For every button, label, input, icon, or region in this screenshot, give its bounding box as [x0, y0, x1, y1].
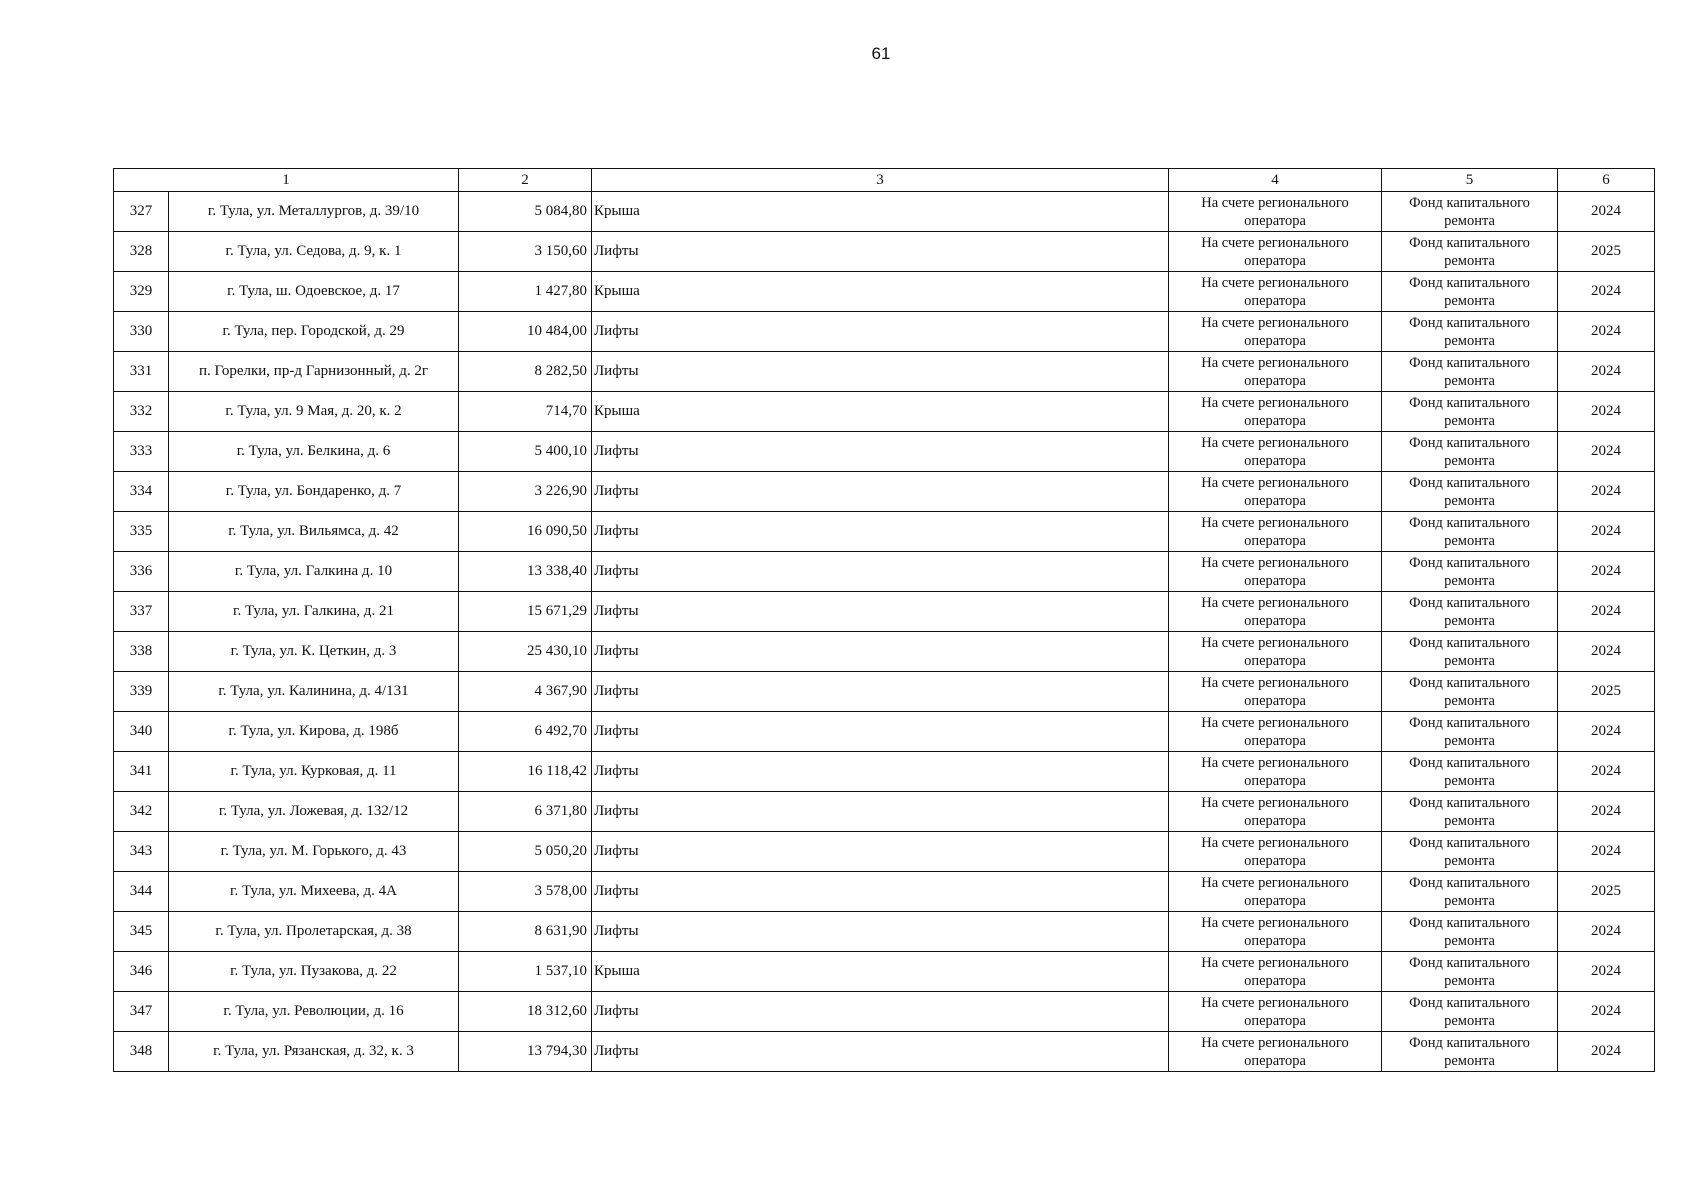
account-method-line-1: На счете регионального [1201, 954, 1349, 971]
account-method [1169, 592, 1382, 632]
account-method-line-2: оператора [1244, 452, 1306, 469]
account-method-line-2: оператора [1244, 732, 1306, 749]
house-area: 15 671,29 [459, 592, 592, 632]
row-number: 342 [114, 792, 169, 832]
table-row [114, 272, 1655, 312]
account-method-line-1: На счете регионального [1201, 834, 1349, 851]
planned-year: 2024 [1558, 352, 1655, 392]
house-address: г. Тула, ул. Революции, д. 16 [169, 992, 459, 1032]
funding-source-line-2: ремонта [1444, 372, 1495, 389]
row-number: 331 [114, 352, 169, 392]
house-area: 5 050,20 [459, 832, 592, 872]
planned-year: 2024 [1558, 392, 1655, 432]
account-method-line-2: оператора [1244, 492, 1306, 509]
account-method [1169, 272, 1382, 312]
funding-source [1382, 272, 1558, 312]
row-number: 344 [114, 872, 169, 912]
house-area: 13 338,40 [459, 552, 592, 592]
house-address: г. Тула, ул. Галкина д. 10 [169, 552, 459, 592]
house-address: г. Тула, ул. Вильямса, д. 42 [169, 512, 459, 552]
table-row [114, 192, 1655, 232]
house-address: г. Тула, пер. Городской, д. 29 [169, 312, 459, 352]
funding-source [1382, 192, 1558, 232]
work-type: Лифты [592, 752, 1169, 792]
house-area: 8 631,90 [459, 912, 592, 952]
table-row [114, 672, 1655, 712]
planned-year: 2025 [1558, 872, 1655, 912]
row-number: 335 [114, 512, 169, 552]
house-area: 714,70 [459, 392, 592, 432]
table-row [114, 632, 1655, 672]
planned-year: 2024 [1558, 1032, 1655, 1072]
column-header-6: 6 [1558, 169, 1655, 192]
account-method-line-2: оператора [1244, 372, 1306, 389]
funding-source [1382, 232, 1558, 272]
funding-source [1382, 832, 1558, 872]
funding-source [1382, 352, 1558, 392]
account-method [1169, 712, 1382, 752]
work-type: Лифты [592, 792, 1169, 832]
funding-source [1382, 512, 1558, 552]
planned-year: 2024 [1558, 472, 1655, 512]
work-type: Лифты [592, 312, 1169, 352]
funding-source-line-1: Фонд капитального [1409, 474, 1530, 491]
funding-source-line-2: ремонта [1444, 852, 1495, 869]
table-row [114, 512, 1655, 552]
funding-source-line-2: ремонта [1444, 412, 1495, 429]
account-method-line-1: На счете регионального [1201, 434, 1349, 451]
account-method-line-1: На счете регионального [1201, 514, 1349, 531]
planned-year: 2024 [1558, 752, 1655, 792]
row-number: 328 [114, 232, 169, 272]
page-number: 61 [871, 44, 891, 63]
funding-source-line-2: ремонта [1444, 572, 1495, 589]
house-address: г. Тула, ул. Пролетарская, д. 38 [169, 912, 459, 952]
house-area: 3 578,00 [459, 872, 592, 912]
table-row [114, 552, 1655, 592]
house-area: 10 484,00 [459, 312, 592, 352]
planned-year: 2024 [1558, 952, 1655, 992]
funding-source [1382, 432, 1558, 472]
account-method-line-1: На счете регионального [1201, 554, 1349, 571]
house-address: г. Тула, ул. М. Горького, д. 43 [169, 832, 459, 872]
account-method-line-1: На счете регионального [1201, 314, 1349, 331]
house-area: 1 537,10 [459, 952, 592, 992]
house-area: 5 400,10 [459, 432, 592, 472]
account-method-line-2: оператора [1244, 1052, 1306, 1069]
table-row [114, 992, 1655, 1032]
account-method-line-1: На счете регионального [1201, 354, 1349, 371]
work-type: Лифты [592, 632, 1169, 672]
row-number: 330 [114, 312, 169, 352]
funding-source [1382, 472, 1558, 512]
account-method [1169, 752, 1382, 792]
funding-source [1382, 312, 1558, 352]
table-row [114, 1032, 1655, 1072]
planned-year: 2024 [1558, 432, 1655, 472]
house-area: 5 084,80 [459, 192, 592, 232]
funding-source-line-2: ремонта [1444, 212, 1495, 229]
funding-source-line-1: Фонд капитального [1409, 914, 1530, 931]
funding-source-line-2: ремонта [1444, 332, 1495, 349]
account-method [1169, 672, 1382, 712]
account-method-line-1: На счете регионального [1201, 394, 1349, 411]
funding-source-line-1: Фонд капитального [1409, 874, 1530, 891]
account-method-line-2: оператора [1244, 612, 1306, 629]
house-area: 1 427,80 [459, 272, 592, 312]
funding-source-line-2: ремонта [1444, 1012, 1495, 1029]
house-address: г. Тула, ул. Михеева, д. 4А [169, 872, 459, 912]
account-method [1169, 392, 1382, 432]
account-method-line-1: На счете регионального [1201, 994, 1349, 1011]
funding-source-line-1: Фонд капитального [1409, 274, 1530, 291]
account-method-line-2: оператора [1244, 812, 1306, 829]
account-method-line-1: На счете регионального [1201, 874, 1349, 891]
row-number: 337 [114, 592, 169, 632]
account-method [1169, 352, 1382, 392]
table-row [114, 432, 1655, 472]
table-row [114, 912, 1655, 952]
house-address: г. Тула, ул. Галкина, д. 21 [169, 592, 459, 632]
account-method [1169, 1032, 1382, 1072]
house-address: г. Тула, ул. Кирова, д. 198б [169, 712, 459, 752]
account-method [1169, 472, 1382, 512]
table-row [114, 352, 1655, 392]
house-address: г. Тула, ул. Рязанская, д. 32, к. 3 [169, 1032, 459, 1072]
account-method-line-2: оператора [1244, 532, 1306, 549]
row-number: 341 [114, 752, 169, 792]
house-address: г. Тула, ул. 9 Мая, д. 20, к. 2 [169, 392, 459, 432]
funding-source-line-2: ремонта [1444, 292, 1495, 309]
house-address: г. Тула, ул. К. Цеткин, д. 3 [169, 632, 459, 672]
funding-source-line-1: Фонд капитального [1409, 594, 1530, 611]
house-area: 3 226,90 [459, 472, 592, 512]
work-type: Лифты [592, 552, 1169, 592]
table-row [114, 312, 1655, 352]
account-method-line-1: На счете регионального [1201, 234, 1349, 251]
row-number: 336 [114, 552, 169, 592]
row-number: 345 [114, 912, 169, 952]
planned-year: 2024 [1558, 512, 1655, 552]
funding-source-line-2: ремонта [1444, 612, 1495, 629]
row-number: 327 [114, 192, 169, 232]
row-number: 347 [114, 992, 169, 1032]
table-row [114, 792, 1655, 832]
account-method [1169, 912, 1382, 952]
row-number: 334 [114, 472, 169, 512]
work-type: Лифты [592, 472, 1169, 512]
table-row [114, 232, 1655, 272]
funding-source [1382, 632, 1558, 672]
funding-source-line-2: ремонта [1444, 692, 1495, 709]
funding-source-line-1: Фонд капитального [1409, 1034, 1530, 1051]
work-type: Лифты [592, 592, 1169, 632]
funding-source-line-1: Фонд капитального [1409, 834, 1530, 851]
house-area: 25 430,10 [459, 632, 592, 672]
work-type: Лифты [592, 832, 1169, 872]
account-method-line-1: На счете регионального [1201, 634, 1349, 651]
planned-year: 2024 [1558, 832, 1655, 872]
account-method-line-2: оператора [1244, 1012, 1306, 1029]
account-method-line-1: На счете регионального [1201, 754, 1349, 771]
house-address: г. Тула, ул. Курковая, д. 11 [169, 752, 459, 792]
account-method-line-2: оператора [1244, 212, 1306, 229]
row-number: 346 [114, 952, 169, 992]
funding-source-line-2: ремонта [1444, 892, 1495, 909]
account-method-line-2: оператора [1244, 772, 1306, 789]
row-number: 343 [114, 832, 169, 872]
account-method-line-2: оператора [1244, 572, 1306, 589]
table-row [114, 392, 1655, 432]
account-method [1169, 872, 1382, 912]
row-number: 332 [114, 392, 169, 432]
house-area: 3 150,60 [459, 232, 592, 272]
account-method [1169, 832, 1382, 872]
column-header-3: 3 [592, 169, 1169, 192]
work-type: Крыша [592, 272, 1169, 312]
funding-source-line-1: Фонд капитального [1409, 994, 1530, 1011]
account-method [1169, 992, 1382, 1032]
work-type: Крыша [592, 952, 1169, 992]
column-number-row [114, 169, 1655, 192]
account-method-line-2: оператора [1244, 932, 1306, 949]
funding-source-line-2: ремонта [1444, 532, 1495, 549]
account-method-line-1: На счете регионального [1201, 194, 1349, 211]
funding-source-line-1: Фонд капитального [1409, 234, 1530, 251]
funding-source-line-1: Фонд капитального [1409, 514, 1530, 531]
work-type: Лифты [592, 352, 1169, 392]
work-type: Лифты [592, 912, 1169, 952]
funding-source-line-2: ремонта [1444, 1052, 1495, 1069]
funding-source [1382, 592, 1558, 632]
funding-source-line-1: Фонд капитального [1409, 434, 1530, 451]
funding-source-line-2: ремонта [1444, 492, 1495, 509]
funding-source-line-1: Фонд капитального [1409, 954, 1530, 971]
funding-source [1382, 552, 1558, 592]
house-area: 13 794,30 [459, 1032, 592, 1072]
account-method-line-2: оператора [1244, 852, 1306, 869]
funding-source-line-1: Фонд капитального [1409, 554, 1530, 571]
account-method-line-2: оператора [1244, 972, 1306, 989]
table-row [114, 832, 1655, 872]
funding-source [1382, 792, 1558, 832]
planned-year: 2025 [1558, 672, 1655, 712]
account-method [1169, 232, 1382, 272]
funding-source [1382, 672, 1558, 712]
account-method [1169, 952, 1382, 992]
funding-source-line-2: ремонта [1444, 772, 1495, 789]
funding-source-line-1: Фонд капитального [1409, 634, 1530, 651]
planned-year: 2024 [1558, 192, 1655, 232]
house-area: 16 118,42 [459, 752, 592, 792]
account-method-line-2: оператора [1244, 332, 1306, 349]
funding-source [1382, 1032, 1558, 1072]
work-type: Лифты [592, 232, 1169, 272]
account-method [1169, 192, 1382, 232]
funding-source [1382, 752, 1558, 792]
house-address: г. Тула, ш. Одоевское, д. 17 [169, 272, 459, 312]
house-address: п. Горелки, пр-д Гарнизонный, д. 2г [169, 352, 459, 392]
planned-year: 2024 [1558, 992, 1655, 1032]
planned-year: 2024 [1558, 912, 1655, 952]
row-number: 338 [114, 632, 169, 672]
account-method-line-1: На счете регионального [1201, 914, 1349, 931]
work-type: Лифты [592, 992, 1169, 1032]
row-number: 348 [114, 1032, 169, 1072]
work-type: Крыша [592, 192, 1169, 232]
funding-source [1382, 712, 1558, 752]
funding-source-line-1: Фонд капитального [1409, 194, 1530, 211]
funding-source-line-1: Фонд капитального [1409, 394, 1530, 411]
account-method-line-2: оператора [1244, 892, 1306, 909]
planned-year: 2024 [1558, 312, 1655, 352]
account-method [1169, 432, 1382, 472]
funding-source-line-1: Фонд капитального [1409, 674, 1530, 691]
work-type: Лифты [592, 872, 1169, 912]
house-area: 8 282,50 [459, 352, 592, 392]
account-method [1169, 792, 1382, 832]
house-area: 16 090,50 [459, 512, 592, 552]
house-address: г. Тула, ул. Пузакова, д. 22 [169, 952, 459, 992]
house-address: г. Тула, ул. Седова, д. 9, к. 1 [169, 232, 459, 272]
funding-source-line-1: Фонд капитального [1409, 754, 1530, 771]
funding-source [1382, 912, 1558, 952]
funding-source-line-2: ремонта [1444, 932, 1495, 949]
column-header-2: 2 [459, 169, 592, 192]
account-method [1169, 632, 1382, 672]
table-row [114, 712, 1655, 752]
work-type: Крыша [592, 392, 1169, 432]
house-address: г. Тула, ул. Калинина, д. 4/131 [169, 672, 459, 712]
funding-source-line-1: Фонд капитального [1409, 794, 1530, 811]
funding-source-line-2: ремонта [1444, 812, 1495, 829]
house-area: 6 371,80 [459, 792, 592, 832]
house-address: г. Тула, ул. Ложевая, д. 132/12 [169, 792, 459, 832]
funding-source-line-2: ремонта [1444, 252, 1495, 269]
account-method-line-2: оператора [1244, 292, 1306, 309]
account-method-line-1: На счете регионального [1201, 674, 1349, 691]
house-area: 18 312,60 [459, 992, 592, 1032]
capital-repair-table [113, 168, 1655, 1072]
table-row [114, 752, 1655, 792]
account-method-line-2: оператора [1244, 252, 1306, 269]
work-type: Лифты [592, 432, 1169, 472]
house-address: г. Тула, ул. Бондаренко, д. 7 [169, 472, 459, 512]
account-method-line-1: На счете регионального [1201, 274, 1349, 291]
planned-year: 2024 [1558, 632, 1655, 672]
account-method-line-2: оператора [1244, 412, 1306, 429]
work-type: Лифты [592, 712, 1169, 752]
planned-year: 2024 [1558, 552, 1655, 592]
funding-source-line-1: Фонд капитального [1409, 314, 1530, 331]
work-type: Лифты [592, 672, 1169, 712]
account-method-line-2: оператора [1244, 692, 1306, 709]
funding-source [1382, 992, 1558, 1032]
house-area: 6 492,70 [459, 712, 592, 752]
account-method-line-1: На счете регионального [1201, 794, 1349, 811]
planned-year: 2024 [1558, 712, 1655, 752]
table-body [114, 169, 1655, 1072]
work-type: Лифты [592, 1032, 1169, 1072]
table-row [114, 472, 1655, 512]
table-row [114, 592, 1655, 632]
planned-year: 2024 [1558, 272, 1655, 312]
table-row [114, 952, 1655, 992]
account-method-line-1: На счете регионального [1201, 714, 1349, 731]
planned-year: 2024 [1558, 792, 1655, 832]
row-number: 340 [114, 712, 169, 752]
account-method-line-1: На счете регионального [1201, 1034, 1349, 1051]
account-method-line-1: На счете регионального [1201, 474, 1349, 491]
funding-source-line-2: ремонта [1444, 972, 1495, 989]
account-method [1169, 512, 1382, 552]
table-row [114, 872, 1655, 912]
funding-source-line-1: Фонд капитального [1409, 714, 1530, 731]
funding-source-line-2: ремонта [1444, 652, 1495, 669]
funding-source-line-1: Фонд капитального [1409, 354, 1530, 371]
funding-source [1382, 952, 1558, 992]
planned-year: 2024 [1558, 592, 1655, 632]
column-header-4: 4 [1169, 169, 1382, 192]
house-address: г. Тула, ул. Белкина, д. 6 [169, 432, 459, 472]
house-area: 4 367,90 [459, 672, 592, 712]
account-method-line-1: На счете регионального [1201, 594, 1349, 611]
funding-source [1382, 392, 1558, 432]
account-method [1169, 552, 1382, 592]
funding-source [1382, 872, 1558, 912]
row-number: 329 [114, 272, 169, 312]
planned-year: 2025 [1558, 232, 1655, 272]
funding-source-line-2: ремонта [1444, 732, 1495, 749]
house-address: г. Тула, ул. Металлургов, д. 39/10 [169, 192, 459, 232]
funding-source-line-2: ремонта [1444, 452, 1495, 469]
work-type: Лифты [592, 512, 1169, 552]
account-method-line-2: оператора [1244, 652, 1306, 669]
row-number: 333 [114, 432, 169, 472]
column-header-1: 1 [114, 169, 459, 192]
account-method [1169, 312, 1382, 352]
row-number: 339 [114, 672, 169, 712]
column-header-5: 5 [1382, 169, 1558, 192]
